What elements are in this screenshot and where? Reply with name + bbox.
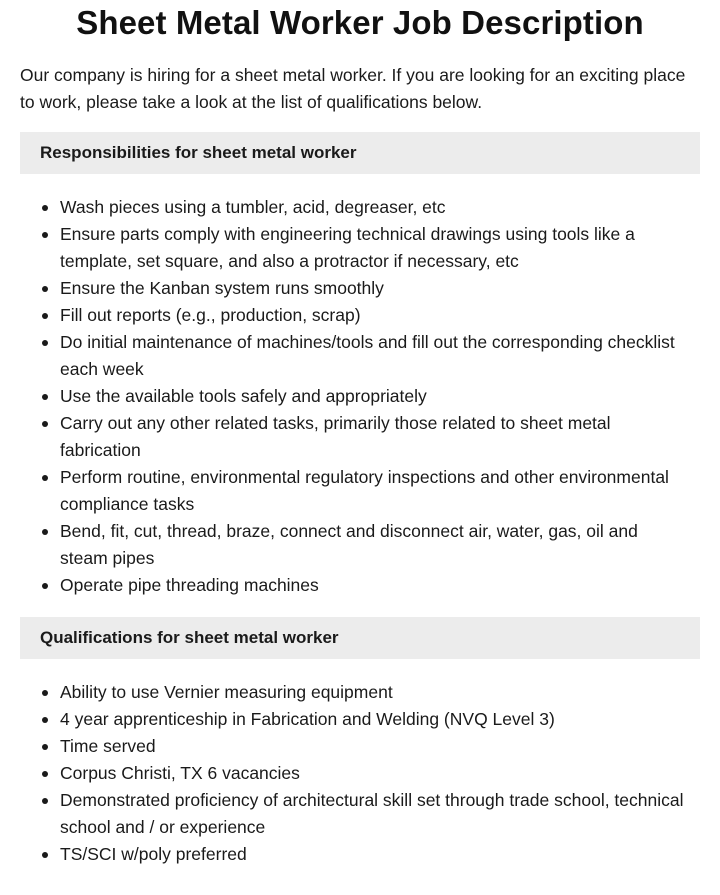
bullet-dot-icon	[42, 529, 48, 535]
list-item	[20, 572, 700, 599]
list-item	[20, 194, 700, 221]
list-item	[20, 275, 700, 302]
list-item	[20, 679, 700, 706]
list-item-text: Bend, fit, cut, thread, braze, connect and disconnect air, water, gas, oil and steam pipes	[60, 521, 638, 568]
page-title: Sheet Metal Worker Job Description	[76, 4, 644, 41]
list-item	[20, 706, 700, 733]
list-item-text: Fill out reports (e.g., production, scrap)	[60, 305, 361, 325]
list-item	[20, 464, 700, 518]
list-item	[20, 383, 700, 410]
list-item-text: Perform routine, environmental regulatory inspections and other environmental compliance tasks	[60, 467, 669, 514]
list-item-text: Do initial maintenance of machines/tools and fill out the corresponding checklist each week	[60, 332, 675, 379]
bullet-dot-icon	[42, 583, 48, 589]
list-item-text: Operate pipe threading machines	[60, 575, 319, 595]
bullet-dot-icon	[42, 394, 48, 400]
bullet-dot-icon	[42, 205, 48, 211]
bullet-dot-icon	[42, 286, 48, 292]
bullet-dot-icon	[42, 313, 48, 319]
intro-paragraph: Our company is hiring for a sheet metal worker. If you are looking for an exciting place to work, please take a look at the list of qualifications below.	[20, 65, 686, 112]
qualifications-list	[20, 679, 700, 868]
list-item	[20, 221, 700, 275]
list-item-text: TS/SCI w/poly preferred	[60, 844, 247, 864]
bullet-dot-icon	[42, 340, 48, 346]
qualifications-heading: Qualifications for sheet metal worker	[20, 617, 700, 659]
list-item-text: Time served	[60, 736, 156, 756]
list-item-text: Use the available tools safely and appropriately	[60, 386, 427, 406]
list-item-text: Corpus Christi, TX 6 vacancies	[60, 763, 300, 783]
bullet-dot-icon	[42, 690, 48, 696]
bullet-dot-icon	[42, 421, 48, 427]
bullet-dot-icon	[42, 798, 48, 804]
bullet-dot-icon	[42, 771, 48, 777]
list-item	[20, 787, 700, 841]
bullet-dot-icon	[42, 717, 48, 723]
list-item-text: Demonstrated proficiency of architectural skill set through trade school, technical school and / or experience	[60, 790, 684, 837]
list-item	[20, 733, 700, 760]
list-item	[20, 410, 700, 464]
list-item	[20, 302, 700, 329]
list-item	[20, 760, 700, 787]
bullet-dot-icon	[42, 744, 48, 750]
responsibilities-list	[20, 194, 700, 599]
list-item	[20, 329, 700, 383]
bullet-dot-icon	[42, 852, 48, 858]
bullet-dot-icon	[42, 232, 48, 238]
list-item-text: Ability to use Vernier measuring equipment	[60, 682, 393, 702]
list-item-text: Wash pieces using a tumbler, acid, degreaser, etc	[60, 197, 446, 217]
list-item-text: 4 year apprenticeship in Fabrication and Welding (NVQ Level 3)	[60, 709, 555, 729]
list-item	[20, 841, 700, 868]
list-item	[20, 518, 700, 572]
bullet-dot-icon	[42, 475, 48, 481]
list-item-text: Carry out any other related tasks, primarily those related to sheet metal fabrication	[60, 413, 611, 460]
responsibilities-heading: Responsibilities for sheet metal worker	[20, 132, 700, 174]
list-item-text: Ensure the Kanban system runs smoothly	[60, 278, 384, 298]
list-item-text: Ensure parts comply with engineering technical drawings using tools like a template, set square, and also a protractor if necessary, etc	[60, 224, 635, 271]
